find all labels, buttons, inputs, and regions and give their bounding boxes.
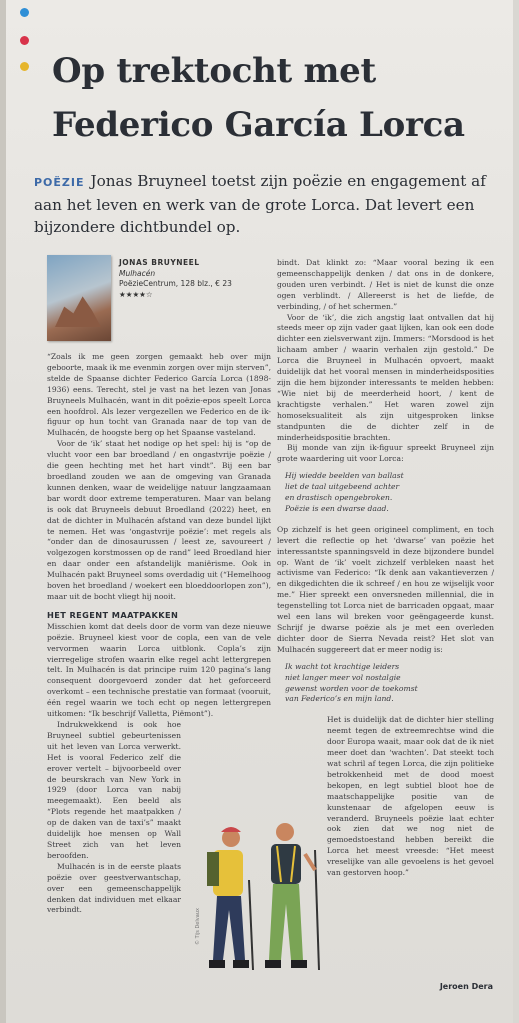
poem-line: niet langer meer vol nostalgie [285,672,401,682]
illustration-credit: © Tijs Delvaux [195,908,201,945]
book-title: Mulhacén [119,268,156,278]
paragraph: Op zichzelf is het geen origineel compliment, en toch levert die reflectie op het ‘dwarse’ van poëzie het interessantste spanningsveld in deze bijzondere bundel op. Want de ‘ik’ voelt zichzelf verbleken naast het activisme van Federico: “Ik denk aan vakantieverzen / en dikgedichten die ik schreef / en hou ze wijselijk voor me.” Hier spreekt een onversneden millennial, die in tegenstelling tot Lorca niet de barricaden opgaat, maar wel een lans wil breken voor geëngageerde kunst. Schrijf je dwarse poëzie als je met een overleden dichter door de Sierra Nevada reist? Het slot van Mulhacén suggereert dat er meer nodig is: [277,524,494,654]
book-info [119,258,269,300]
book-author: JONAS BRUYNEEL [119,258,200,267]
intro-text: Jonas Bruyneel toetst zijn poëzie en engagement af aan het leven en werk van de grote Lorca. Dat levert een bijzondere dichtbundel op. [34,172,486,236]
article-intro [34,170,494,238]
book-rating: ★★★★☆ [119,289,153,299]
paragraph: Bij monde van zijn ik-figuur spreekt Bruyneel zijn grote waardering uit voor Lorca: [277,443,494,464]
article-column-right [277,258,494,879]
poem-line: gewenst worden voor de toekomst [285,683,418,693]
author-signature: Jeroen Dera [439,982,493,991]
paragraph: Het is duidelijk dat de dichter hier stelling neemt tegen de extreemrechtse wind die door Europa waait, maar ook dat de ik niet meer doet dan ‘wachten’. Dat steekt toch wat schril af tegen Lorca, die zijn politieke betrokkenheid met de dood moest bekopen, en legt subtiel bloot hoe de maatschappelijke positie van de kunstenaar de afgelopen eeuw is veranderd. Bruyneels poëzie laat echter ook zien dat we nog niet de gemoedstoestand hebben bereikt die Lorca het meest vreesde: “Het meest vreselijke van alle gevoelens is het gevoel van gestorven hoop.” [327,715,494,878]
poem-line: Hij wiedde beelden van ballast [285,471,404,481]
paragraph: Mulhacén is in de eerste plaats poëzie over geestverwantschap, over een gemeenschappelijk denken dat individuen met elkaar verbindt. [47,861,181,915]
poem-line: Poëzie is een dwarse daad. [285,503,389,513]
color-dot-yellow [20,62,29,71]
paragraph: “Zoals ik me geen zorgen gemaakt heb over mijn geboorte, maak ik me evenmin zorgen over mijn sterven”, stelde de Spaanse dichter Federico García Lorca (1898-1936) eens. Terecht, stel je vast na het lezen van Jonas Bruyneels Mulhacén, want in dit poëzie-epos speelt Lorca een hoofdrol. Als lezer vergezellen we Federico en de ik-figuur op hun tocht van Granada naar de top van de Mulhacén, de hoogste berg op het Spaanse vasteland. [47,352,271,438]
poem-quote-2 [285,662,494,706]
poem-line: en drastisch opengebroken. [285,493,393,503]
section-rubric: POËZIE [34,176,85,189]
hikers-illustration [193,820,325,1000]
paragraph: Voor de ‘ik’ staat het nodige op het spel: hij is “op de vlucht voor een bar broedland / en ongastvrije poëzie / die geen hechting met het hart vindt”. Bij een bar broedland zouden we aan de omgeving van Granada kunnen denken, waar de weidelijge natuur langzaamaan bar wordt door extreme temperaturen. Maar van belang is ook dat Bruyneels debuut Broedland (2022) heet, en dat de dichter in Mulhacén afstand van deze bundel lijkt te nemen. Het was ‘ongastvrije poëzie’: met regels als “onder dan de dinosaurussen / leest ze, savoureert / volgezogen korstmossen op de rand” leed Broedland hier en daar onder een afstandelijk maniërisme. Ook in Mulhacén pakt Bruyneel soms overdadig uit (“Hemelhoog boven het broedland / woekert een bloeddoorlopen zon”), maar uit de bocht vliegt hij nooit. [47,439,271,601]
article-headline [52,44,492,152]
headline-line2: Federico García Lorca [52,105,465,145]
poem-line: van Federico’s en mijn land. [285,694,394,704]
color-dot-blue [20,8,29,17]
paragraph: Misschien komt dat deels door de vorm van deze nieuwe poëzie. Bruyneel kiest voor de copla, een van de vele vervormen waarin Lorca uitblonk. Copla’s zijn vierregelige strofen waarin elke regel acht lettergrepen telt. In Mulhacén is dat principe ruim 120 pagina’s lang consequent doorgevoerd zonder dat het geforceerd overkomt – een technische prestatie van formaat (vooruit, één regel waarin we toch echt op negen lettergrepen uitkomen: “Ik beschrijf Valletta, Piëmont”). [47,621,271,719]
headline-line1: Op trektocht met [52,51,376,91]
book-cover-image [47,255,111,341]
color-dot-red [20,36,29,45]
paragraph: bindt. Dat klinkt zo: “Maar vooral bezing ik een gemeenschappelijk denken / dat ons in de donkere, gouden uren verbindt. / Het is niet de kunst die onze ogen verblindt. / Allereerst is het de liefde, de verbinding, / of het schermen.” [277,258,494,311]
paragraph: Voor de ‘ik’, die zich angstig laat ontvallen dat hij steeds meer op zijn vader gaat lijken, kan ook een dode dichter een zielsverwant zijn. Immers: “Morsdood is het lichaam amber / waarin verhalen zijn gestold.” De Lorca die Bruyneel in Mulhacén opvoert, maakt duidelijk dat het vooral mensen in minderheidsposities zijn die hem bijzonder interessants te melden hebben: “Wie niet bij de meerderheid hoort, / kent de krachtigste verhalen.” Het waren zowel zijn homoseksualiteit als zijn uitgesproken linkse standpunten die de dichter zelf in de minderheidspositie brachten. [277,312,494,442]
paragraph: Indrukwekkend is ook hoe Bruyneel subtiel gebeurtenissen uit het leven van Lorca verwerkt. Het is vooral Federico zelf die erover vertelt – bijvoorbeeld over de beurskrach van New York in 1929 (door Lorca van nabij meegemaakt). Een beeld als “Plots regende het maatpakken / op de daken van de taxi’s” maakt duidelijk hoe mensen op Wall Street zich van het leven beroofden. [47,720,181,860]
poem-quote-1 [285,471,494,515]
poem-line: Ik wacht tot krachtige leiders [285,661,400,671]
section-heading: HET REGENT MAATPAKKEN [47,609,179,620]
poem-line: liet de taal uitgebeend achter [285,482,400,492]
book-publisher: PoëzieCentrum, 128 blz., € 23 [119,279,232,288]
